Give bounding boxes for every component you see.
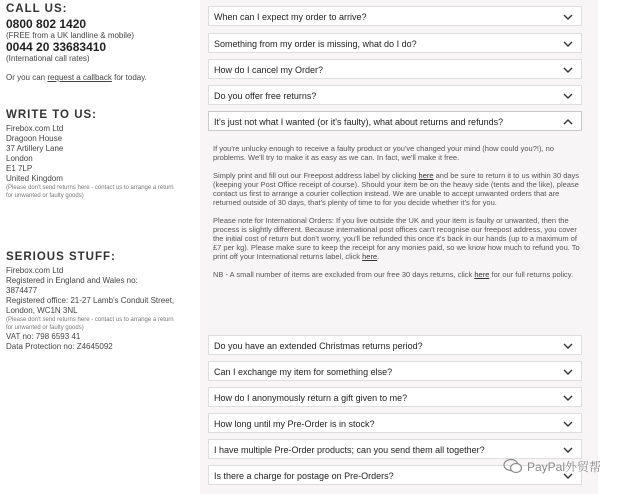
answer-text: . [377, 252, 380, 261]
request-callback-link[interactable]: request a callback [47, 73, 112, 82]
faq-question-exchange-item[interactable] [208, 361, 582, 381]
call-us-heading: CALL US: [6, 3, 68, 15]
callback-suffix: for today. [114, 73, 147, 82]
faq-question-item-missing[interactable] [208, 33, 582, 53]
chat-bubble-icon [503, 458, 523, 474]
company-name: Firebox.com Ltd [6, 266, 64, 275]
chevron-down-icon [563, 336, 573, 356]
serious-stuff-heading: SERIOUS STUFF: [6, 251, 116, 263]
returns-policy-link[interactable]: here [474, 270, 490, 279]
faq-question-text: When can I expect my order to arrive? [214, 12, 367, 22]
call-us-section [6, 4, 147, 83]
write-to-us-section [6, 110, 181, 200]
callback-prefix: Or you can [6, 73, 46, 82]
chevron-up-icon [563, 112, 573, 132]
faq-question-text: I have multiple Pre-Order products; can you send them all together? [214, 445, 485, 455]
answer-paragraph [213, 216, 583, 261]
chevron-down-icon [563, 414, 573, 434]
faq-question-preorder-stock[interactable] [208, 413, 582, 433]
serious-stuff-section [6, 252, 186, 352]
answer-paragraph [213, 171, 583, 207]
faq-answer-returns-refunds [213, 144, 583, 288]
watermark-text: PayPal外贸帮 [527, 459, 602, 474]
intl-phone-number[interactable]: 0044 20 33683410 [6, 40, 107, 54]
registration-label: Registered in England and Wales no: [6, 276, 138, 285]
address-line: Firebox.com Ltd [6, 124, 64, 133]
faq-question-text: Is there a charge for postage on Pre-Orders? [214, 471, 394, 481]
answer-text: for our full returns policy. [491, 270, 574, 279]
intl-phone-note: (International call rates) [6, 54, 90, 63]
answer-text: and be sure to return it to us within 30 days (keeping your Post Office receipt of course). Should your item be on the heavy side (tents and the like), please contact us first to arrange a courier collection instead. We are unable to accept unwanted orders that are returned outside of 30 days, that's plenty of time to for you decide whether it's for you. [213, 171, 580, 207]
answer-paragraph [213, 270, 583, 279]
faq-question-order-arrival[interactable] [208, 6, 582, 26]
faq-panel [200, 0, 598, 494]
returns-address-note: (Please don't send returns here - contact us to arrange a return for unwanted or faulty goods) [6, 185, 174, 199]
data-protection-number: Data Protection no: Z4645092 [6, 342, 113, 351]
faq-question-text: How long until my Pre-Order is in stock? [214, 419, 375, 429]
address-line: London [6, 154, 33, 163]
chevron-down-icon [563, 362, 573, 382]
uk-phone-number[interactable]: 0800 802 1420 [6, 17, 87, 31]
answer-text: Please note for International Orders: If you live outside the UK and your item is faulty or unwanted, then the process is slightly different. Because international post offices can't recognise our freepost address, you cover the initial cost of return but don't worry, you'll be refunded this once it's back in our hands (up to a maximum of £7 per kg). Please make sure to keep the receipt for any monies paid, so we know how much to refund you. To print off your International returns label, click [213, 216, 580, 261]
faq-question-free-returns[interactable] [208, 85, 582, 105]
page-margin [610, 0, 640, 494]
chevron-down-icon [563, 86, 573, 106]
faq-question-text: It's just not what I wanted (or it's faulty), what about returns and refunds? [214, 117, 504, 127]
callback-line [6, 73, 147, 83]
uk-phone-note: (FREE from a UK landline & mobile) [6, 31, 135, 40]
registered-office: Registered office: 21-27 Lamb's Conduit Street, London, WC1N 3NL [6, 296, 175, 315]
faq-question-text: Something from my order is missing, what do I do? [214, 39, 417, 49]
faq-question-text: Do you have an extended Christmas returns period? [214, 341, 423, 351]
address-line: United Kingdom [6, 174, 63, 183]
faq-question-text: How do I cancel my Order? [214, 65, 324, 75]
faq-question-return-gift[interactable] [208, 387, 582, 407]
watermark [503, 456, 601, 476]
chevron-down-icon [563, 34, 573, 54]
faq-question-cancel-order[interactable] [208, 59, 582, 79]
answer-text: Simply print and fill out our Freepost address label by clicking [213, 171, 417, 180]
answer-text: NB - A small number of items are excluded from our free 30 days returns, click [213, 270, 473, 279]
address-line: Dragoon House [6, 134, 63, 143]
faq-question-text: How do I anonymously return a gift given to me? [214, 393, 408, 403]
address-line: E1 7LP [6, 164, 33, 173]
faq-question-christmas-returns[interactable] [208, 335, 582, 355]
faq-question-text: Can I exchange my item for something else? [214, 367, 393, 377]
international-label-link[interactable]: here [362, 252, 378, 261]
vat-number: VAT no: 798 6593 41 [6, 332, 81, 341]
write-to-us-heading: WRITE TO US: [6, 109, 98, 121]
answer-paragraph: If you're unlucky enough to receive a faulty product or you've changed your mind (how could you?!), no problems. We'll try to make it as easy as we can. In fact, we'll make it free. [213, 144, 554, 162]
freepost-label-link[interactable]: here [418, 171, 434, 180]
chevron-down-icon [563, 388, 573, 408]
registered-office-note: (Please don't send returns here - contact us to arrange a return for unwanted or faulty goods) [6, 317, 174, 331]
registration-number: 3874477 [6, 286, 38, 295]
faq-question-returns-refunds[interactable] [208, 111, 582, 131]
address-line: 37 Artillery Lane [6, 144, 64, 153]
chevron-down-icon [563, 60, 573, 80]
chevron-down-icon [563, 7, 573, 27]
faq-question-text: Do you offer free returns? [214, 91, 317, 101]
